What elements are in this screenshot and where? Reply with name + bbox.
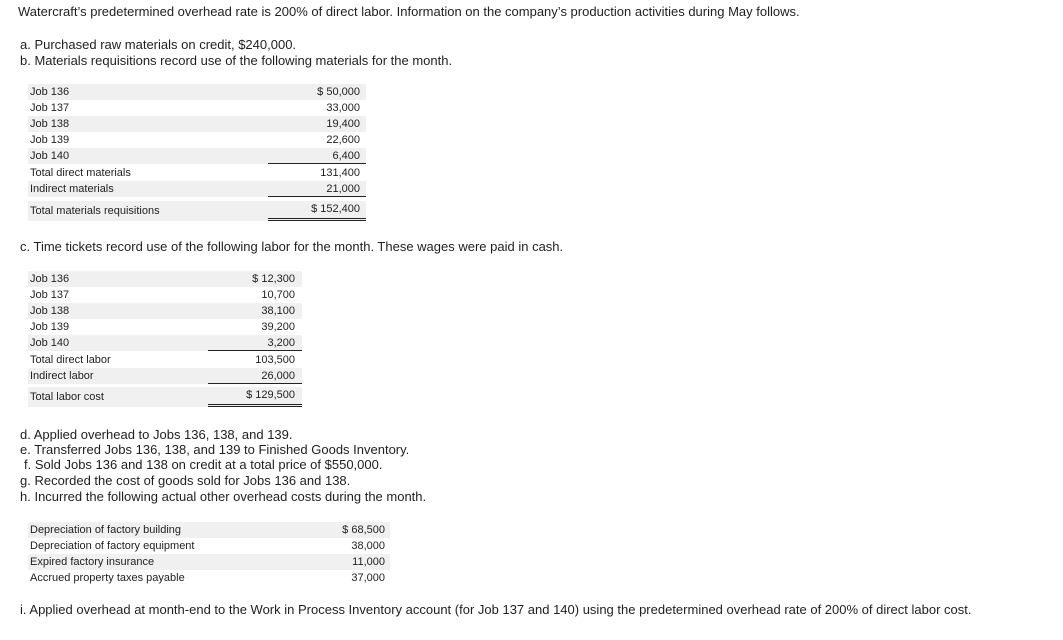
item-i: i. Applied overhead at month-end to the Work in Process Inventory account (for Job 137 and 140) using the predetermined overhead rate of 200% of direct labor cost. [20,602,972,617]
row-value: 38,000 [351,540,385,552]
item-d: d. Applied overhead to Jobs 136, 138, and 139. [20,427,293,442]
row-label: Job 137 [30,102,70,114]
table-row [28,165,366,181]
row-label: Job 139 [30,134,70,146]
table-row [28,570,390,586]
row-value: $ 152,400 [311,203,360,215]
row-value: 22,600 [326,134,360,146]
table-row [28,387,302,407]
table-row [28,554,390,570]
row-value: 10,700 [261,289,295,301]
table-row [28,352,302,368]
item-h: h. Incurred the following actual other overhead costs during the month. [20,489,427,504]
item-a: a. Purchased raw materials on credit, $240,000. [20,37,297,52]
table-row [28,335,302,351]
row-label: Accrued property taxes payable [30,572,185,584]
row-label: Job 140 [30,150,70,162]
table-row [28,181,366,197]
table-row [28,201,366,221]
item-e: e. Transferred Jobs 136, 138, and 139 to Finished Goods Inventory. [20,442,410,457]
table-row [28,368,302,384]
row-label: Job 138 [30,305,70,317]
row-label: Job 136 [30,273,70,285]
row-value: 38,100 [261,305,295,317]
row-value: 37,000 [351,572,385,584]
table-row [28,132,366,148]
row-label: Total labor cost [30,391,104,403]
item-c: c. Time tickets record use of the following labor for the month. These wages were paid in cash. [20,239,564,254]
table-row [28,303,302,319]
row-value: 11,000 [352,556,385,568]
row-value: 19,400 [326,118,360,130]
table-row [28,100,366,116]
item-b: b. Materials requisitions record use of the following materials for the month. [20,53,453,68]
materials-table [28,84,366,224]
table-row [28,84,366,100]
row-value: 39,200 [261,321,295,333]
row-label: Total direct materials [30,167,131,179]
table-row [28,116,366,132]
table-row [28,287,302,303]
overhead-table [28,522,390,588]
row-value: 103,500 [255,354,295,366]
row-label: Total direct labor [30,354,111,366]
row-value: 3,200 [267,337,295,349]
table-row [28,538,390,554]
row-value: 26,000 [261,370,295,382]
row-label: Job 139 [30,321,70,333]
intro-text: Watercraft’s predetermined overhead rate is 200% of direct labor. Information on the company’s production activities during May follows. [18,4,800,19]
row-label: Indirect labor [30,370,94,382]
row-label: Total materials requisitions [30,205,160,217]
row-label: Indirect materials [30,183,114,195]
item-g: g. Recorded the cost of goods sold for Jobs 136 and 138. [20,473,351,488]
row-label: Depreciation of factory building [30,524,182,536]
row-label: Depreciation of factory equipment [30,540,195,552]
row-label: Job 140 [30,337,70,349]
row-label: Expired factory insurance [30,556,155,568]
row-value: 131,400 [320,167,360,179]
row-value: $ 12,300 [252,273,295,285]
row-value: 33,000 [326,102,360,114]
item-f: f. Sold Jobs 136 and 138 on credit at a total price of $550,000. [24,457,383,472]
row-value: $ 129,500 [246,389,295,401]
table-row [28,522,390,538]
row-value: $ 50,000 [317,86,360,98]
table-row [28,319,302,335]
row-value: 6,400 [332,150,360,162]
table-row [28,271,302,287]
row-value: 21,000 [326,183,360,195]
labor-table [28,271,302,411]
row-label: Job 137 [30,289,70,301]
row-label: Job 138 [30,118,70,130]
row-value: $ 68,500 [342,524,385,536]
table-row [28,148,366,164]
row-label: Job 136 [30,86,70,98]
